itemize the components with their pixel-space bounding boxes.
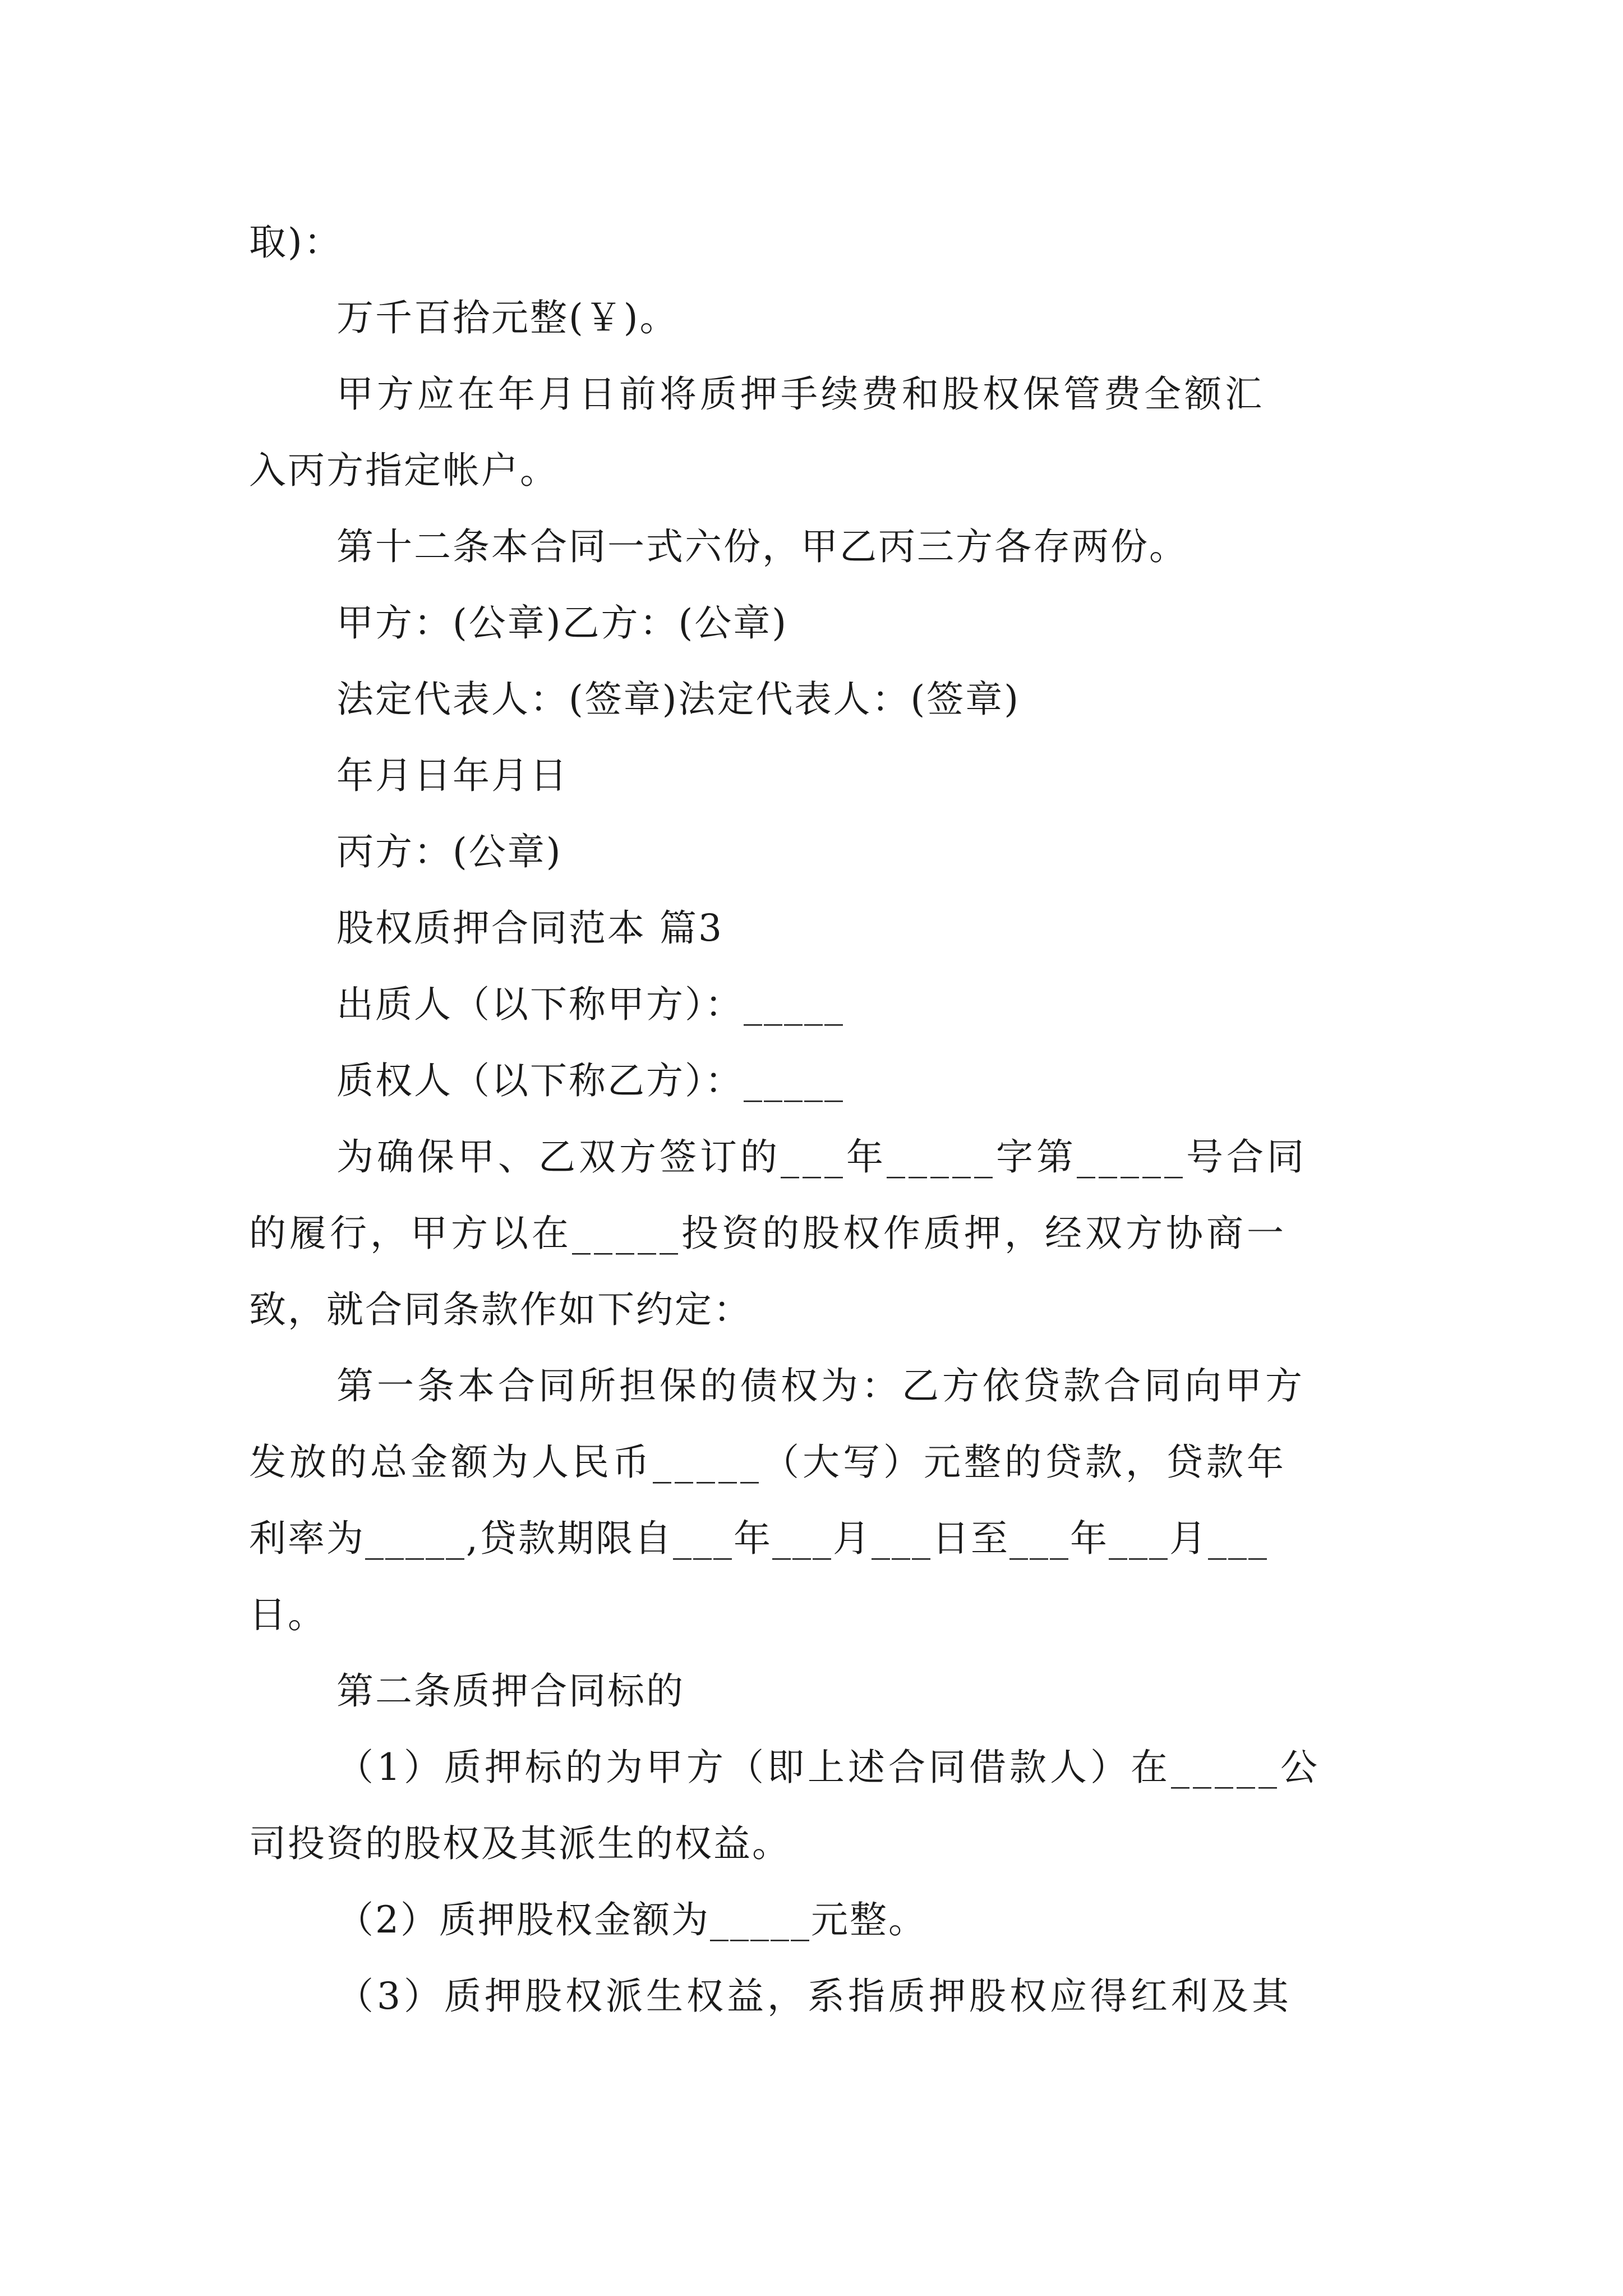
- text-line: 发放的总金额为人民币_____（大写）元整的贷款，贷款年: [249, 1441, 1287, 1484]
- text-line: 入丙方指定帐户。: [249, 449, 559, 492]
- text-line: 第十二条本合同一式六份，甲乙丙三方各存两份。: [336, 525, 1188, 568]
- text-line: 甲方：(公章)乙方：(公章): [336, 601, 788, 645]
- text-line: 日。: [249, 1593, 326, 1636]
- text-line: 第一条本合同所担保的债权为：乙方依贷款合同向甲方: [336, 1364, 1306, 1407]
- text-line: 致，就合同条款作如下约定：: [249, 1288, 752, 1331]
- text-line: 年月日年月日: [336, 754, 569, 797]
- section-heading: 股权质押合同范本 篇3: [336, 907, 723, 950]
- text-line: （1）质押标的为甲方（即上述合同借款人）在_____公: [336, 1746, 1321, 1789]
- text-line: 出质人（以下称甲方）：_____: [336, 983, 845, 1026]
- text-line: 丙方：(公章): [336, 830, 562, 873]
- text-line: 甲方应在年月日前将质押手续费和股权保管费全额汇: [336, 372, 1265, 416]
- text-line: （2）质押股权金额为_____元整。: [336, 1898, 927, 1941]
- text-line: 万千百拾元整(￥)。: [336, 296, 679, 339]
- text-line: 法定代表人：(签章)法定代表人：(签章): [336, 678, 1020, 721]
- text-line: 的履行，甲方以在_____投资的股权作质押，经双方协商一: [249, 1212, 1287, 1255]
- text-line: 司投资的股权及其派生的权益。: [249, 1822, 791, 1865]
- text-line: 取)：: [249, 220, 343, 264]
- text-line: （3）质押股权派生权益，系指质押股权应得红利及其: [336, 1975, 1292, 2018]
- text-line: 质权人（以下称乙方）：_____: [336, 1059, 845, 1102]
- text-line: 利率为_____,贷款期限自___年___月___日至___年___月___: [249, 1517, 1269, 1560]
- text-line: 为确保甲、乙双方签订的___年_____字第_____号合同: [336, 1135, 1307, 1179]
- text-line: 第二条质押合同标的: [336, 1669, 685, 1713]
